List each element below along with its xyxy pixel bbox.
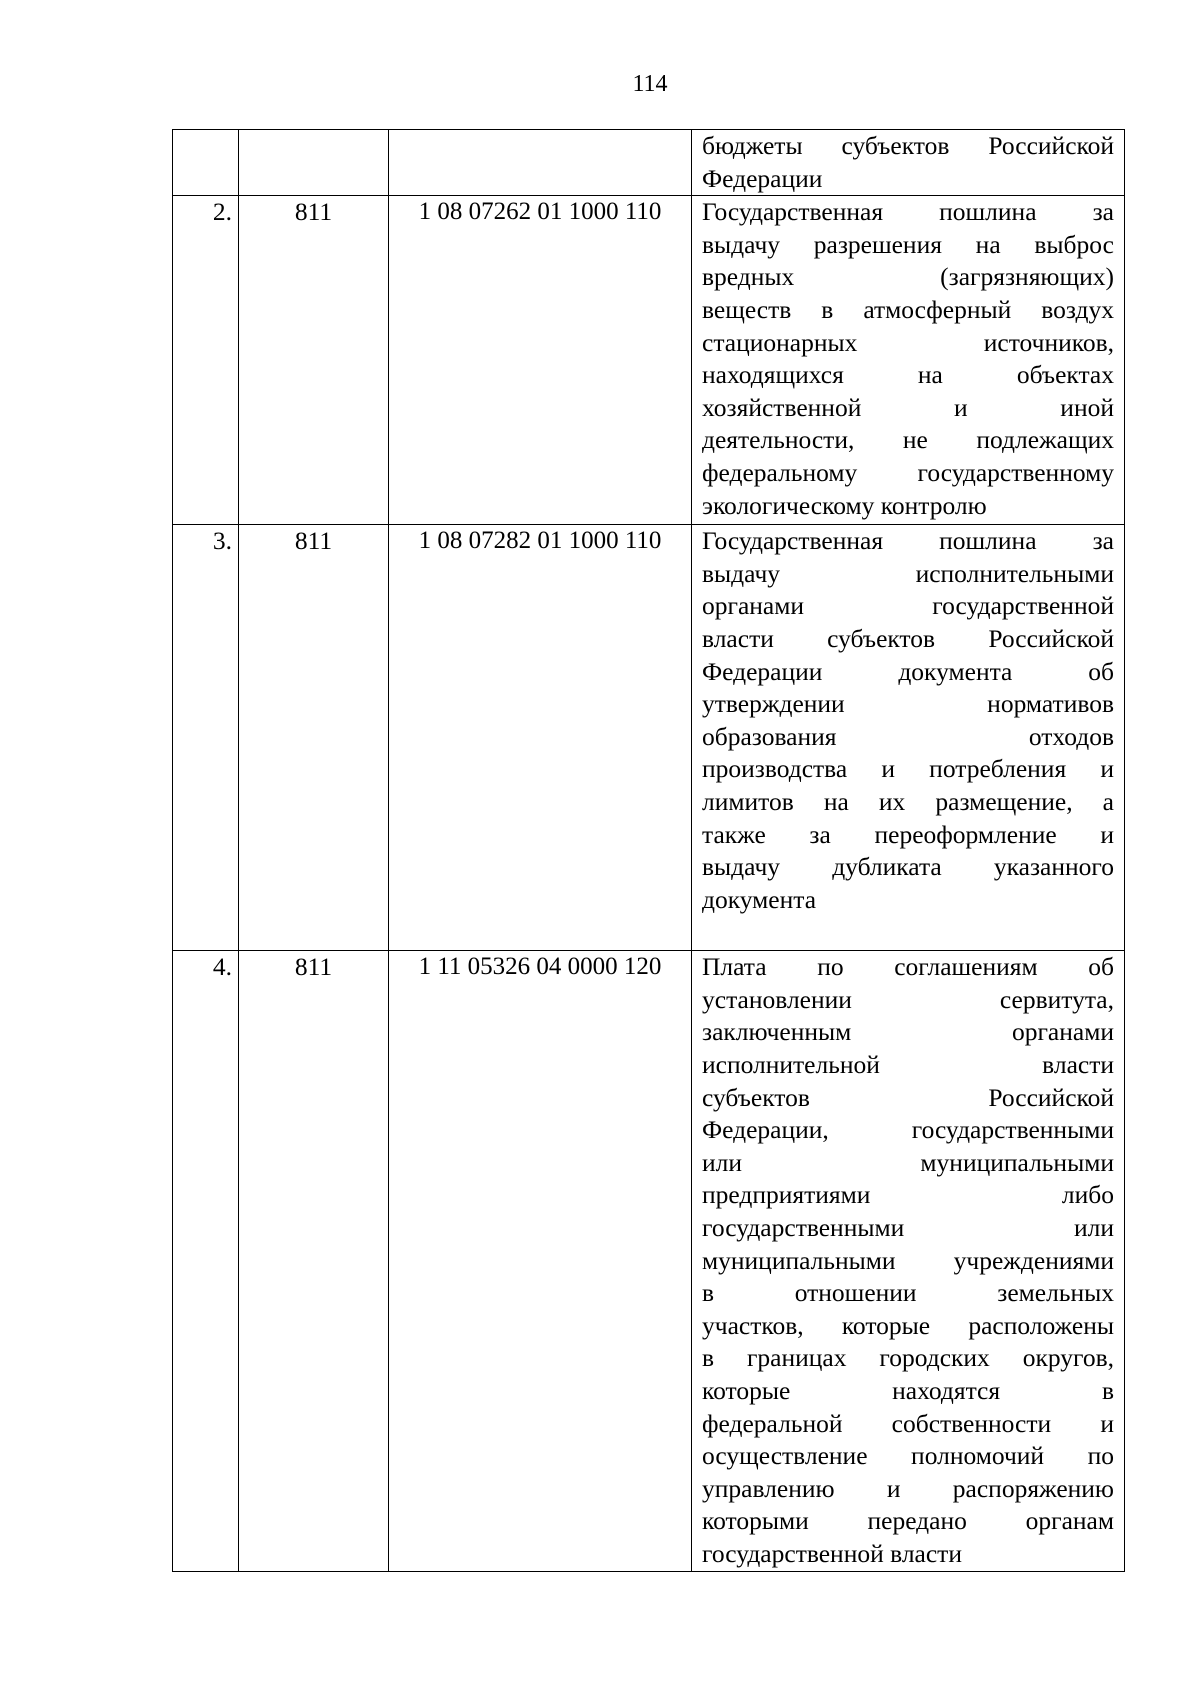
description-line: которыми передано органам	[702, 1506, 1114, 1536]
description-line: осуществление полномочий по	[702, 1441, 1114, 1471]
description-line: утверждении нормативов	[702, 689, 1114, 719]
row-number-cell: 3.	[173, 525, 239, 951]
budget-revenue-table	[172, 129, 1125, 1572]
table-row	[173, 525, 1125, 951]
description-line: которые находятся в	[702, 1375, 1114, 1405]
description-line: Государственная пошлина за	[702, 526, 1114, 556]
description-line: Государственная пошлина за	[702, 197, 1114, 227]
description-line: участков, которые расположены	[702, 1310, 1114, 1340]
description-cell	[692, 951, 1125, 1572]
description-line: предприятиями либо	[702, 1180, 1114, 1210]
row-number-cell	[173, 130, 239, 196]
description-line: Плата по соглашениям об	[702, 952, 1114, 982]
kbk-code-cell: 1 08 07282 01 1000 110	[389, 525, 692, 951]
description-line: стационарных источников,	[702, 327, 1114, 357]
description-line: производства и потребления и	[702, 754, 1114, 784]
row-number-cell: 4.	[173, 951, 239, 1572]
description-line: в отношении земельных	[702, 1278, 1114, 1308]
description-line: находящихся на объектах	[702, 360, 1114, 390]
description-line: Федерации документа об	[702, 656, 1114, 686]
description-line: также за переоформление и	[702, 819, 1114, 849]
kbk-code-cell	[389, 130, 692, 196]
description-line: хозяйственной и иной	[702, 392, 1114, 422]
description-line: бюджеты субъектов Российской	[702, 131, 1114, 160]
description-line: исполнительной власти	[702, 1049, 1114, 1079]
table-row	[173, 196, 1125, 525]
admin-code-cell: 811	[239, 525, 389, 951]
admin-code-cell: 811	[239, 196, 389, 525]
description-line: деятельности, не подлежащих	[702, 425, 1114, 455]
description-line: федеральному государственному	[702, 457, 1114, 487]
description-line: выдачу дубликата указанного	[702, 852, 1114, 882]
description-line: документа	[702, 884, 817, 914]
kbk-code-cell: 1 11 05326 04 0000 120	[389, 951, 692, 1572]
description-line: государственными или	[702, 1212, 1114, 1242]
description-line: в границах городских округов,	[702, 1343, 1114, 1373]
page-number: 114	[632, 71, 668, 97]
kbk-code-cell: 1 08 07262 01 1000 110	[389, 196, 692, 525]
description-line: выдачу разрешения на выброс	[702, 229, 1114, 259]
admin-code-cell	[239, 130, 389, 196]
row-number-cell: 2.	[173, 196, 239, 525]
description-line: Федерации, государственными	[702, 1115, 1114, 1145]
admin-code-cell: 811	[239, 951, 389, 1572]
description-line: власти субъектов Российской	[702, 623, 1114, 653]
description-cell	[692, 130, 1125, 196]
table-row	[173, 130, 1125, 196]
description-line: или муниципальными	[702, 1147, 1114, 1177]
description-cell	[692, 196, 1125, 525]
description-line: федеральной собственности и	[702, 1408, 1114, 1438]
description-line: веществ в атмосферный воздух	[702, 294, 1114, 324]
description-line: установлении сервитута,	[702, 984, 1114, 1014]
description-line: образования отходов	[702, 721, 1114, 751]
description-line: выдачу исполнительными	[702, 558, 1114, 588]
description-line: управлению и распоряжению	[702, 1473, 1114, 1503]
description-line: вредных (загрязняющих)	[702, 262, 1114, 292]
table-row	[173, 951, 1125, 1572]
description-line: муниципальными учреждениями	[702, 1245, 1114, 1275]
description-line: субъектов Российской	[702, 1082, 1114, 1112]
description-line: органами государственной	[702, 591, 1114, 621]
description-line: экологическому контролю	[702, 490, 987, 520]
description-cell	[692, 525, 1125, 951]
description-line: Федерации	[702, 163, 823, 193]
description-line: заключенным органами	[702, 1017, 1114, 1047]
description-line: лимитов на их размещение, а	[702, 786, 1114, 816]
description-line: государственной власти	[702, 1538, 962, 1568]
